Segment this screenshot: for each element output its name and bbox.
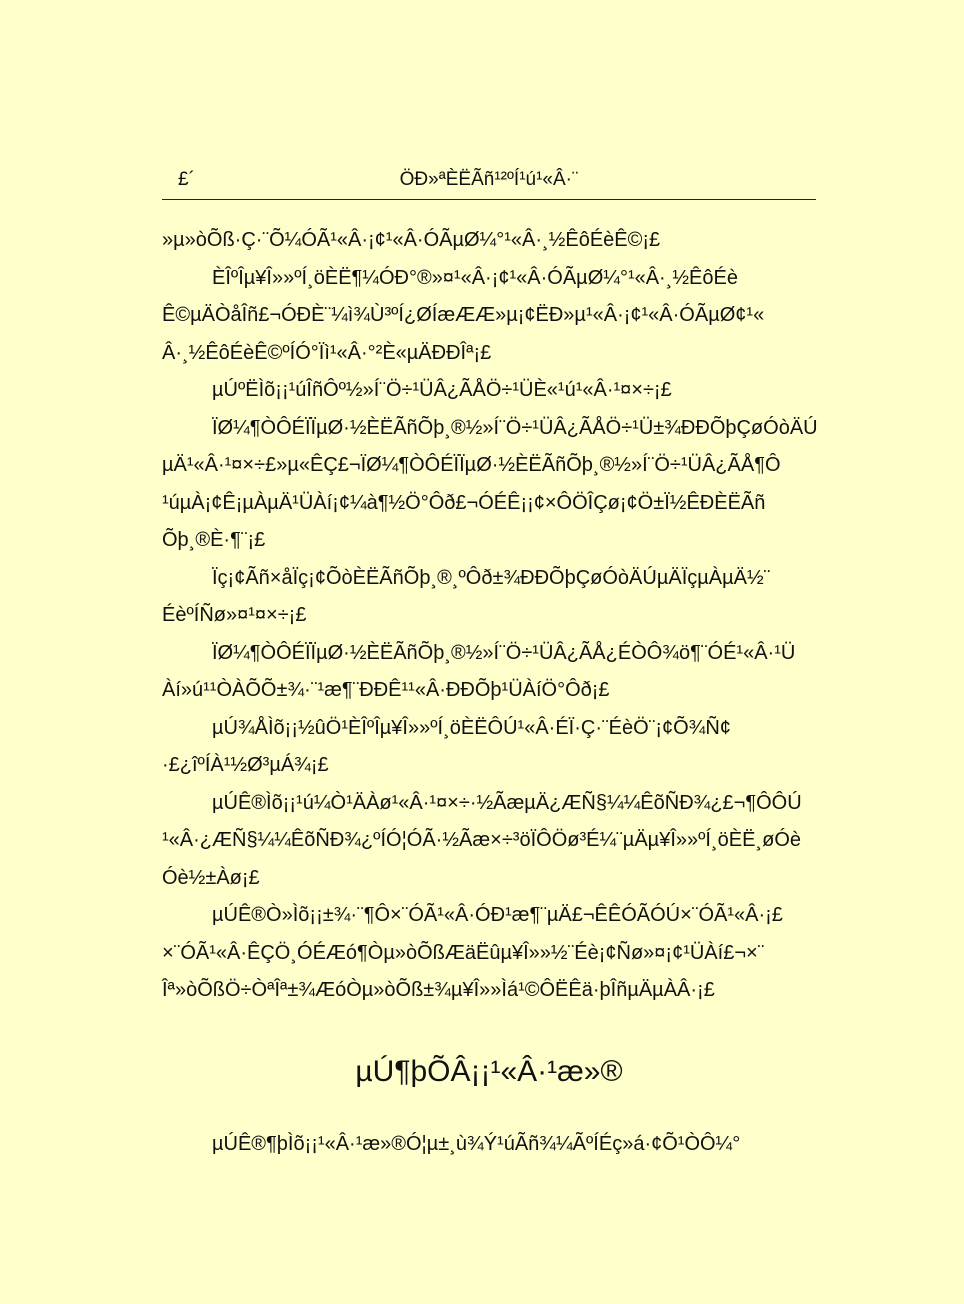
paragraph: ÈÎºÎµ¥Î»»ºÍ¸öÈË¶¼ÓÐ°®»¤¹«Â·¡¢¹«Â·ÓÃµØ¼°¹«Â·¸½ÊôÉè Ê©µÄÒåÎñ£¬ÓÐÈ¨¼ì¾Ù³ºÍ¿ØÍæÆÆ»µ¡¢ËÐ»µ¹«Â·¡¢¹«Â·ÓÃµØ¢¹« Â·¸½ÊôÉèÊ©ºÍÓ°Ïì¹«Â·°²È«µÄÐÐÎª¡£ [162,266,765,364]
paragraph: µÚÊ®Ìõ¡¡¹ú¼Ò¹ÄÀø¹«Â·¹¤×÷·½ÃæµÄ¿ÆÑ§¼¼ÊõÑÐ¾¿£¬¶ÔÔÚ ¹«Â·¿ÆÑ§¼¼ÊõÑÐ¾¿ºÍÓ¦ÓÃ·½Ãæ×÷³öÏÔÖø³É¼¨µÄµ¥Î»»ºÍ¸öÈË¸øÓè Óè½±Àø¡£ [162,791,802,889]
section-body [162,1126,822,1164]
paragraph: µÚºËÌõ¡¡¹úÎñÔº½»Í¨Ö÷¹ÜÂ¿ÃÅÖ÷¹ÜÈ«¹ú¹«Â·¹¤×÷¡£ [212,379,672,401]
running-header [162,166,816,194]
paragraph: µÚÊ®¶þÌõ¡¡¹«Â·¹æ»®Ó¦µ±¸ù¾Ý¹úÃñ¾¼ÃºÍÉç»á·¢Õ¹ÒÔ¼° [212,1133,741,1155]
paragraph-continuation: »µ»òÕß·Ç·¨Õ¼ÓÃ¹«Â·¡¢¹«Â·ÓÃµØ¼°¹«Â·¸½ÊôÉèÊ©¡£ [162,229,661,251]
paragraph: µÚ¾ÅÌõ¡¡½ûÖ¹ÈÎºÎµ¥Î»»ºÍ¸öÈËÔÚ¹«Â·ÉÏ·Ç·¨ÉèÖ¨¡¢Õ¾Ñ¢ ·£¿îºÍÀ¹½Ø³µÁ¾¡£ [162,716,731,776]
paragraph: µÚÊ®Ò»Ìõ¡¡±¾·¨¶Ô×¨ÓÃ¹«Â·ÓÐ¹æ¶¨µÄ£¬ÊÊÓÃÓÚ×¨ÓÃ¹«Â·¡£ ×¨ÓÃ¹«Â·ÊÇÖ¸ÓÉÆó¶Òµ»òÕßÆäËûµ¥Î»»½¨Éè¡¢Ñø»¤¡¢¹ÜÀí£¬×¨ Îª»òÕßÖ÷ÒªÎª±¾ÆóÒµ»òÕß±¾µ¥Î»»Ìá¹©ÔËÊä·þÎñµÄµÀÂ·¡£ [162,904,783,1001]
paragraph: ÏØ¼¶ÒÔÉÏÏµØ·½ÈËÃñÕþ¸®½»Í¨Ö÷¹ÜÂ¿ÃÅ¿ÉÒÔ¾ö¶¨ÓÉ¹«Â·¹Ü Àí»ú¹¹ÒÀÕÕ±¾·¨¹æ¶¨ÐÐÊ¹¹«Â·ÐÐÕþ¹ÜÀíÖ°Ôð¡£ [162,641,796,701]
body-text [162,222,822,1010]
running-title: ÖÐ»ªÈËÃñ¹²ºÍ¹ú¹«Â·¨ [399,169,579,190]
header-rule [162,199,816,200]
paragraph: Ïç¡¢Ãñ×åÏç¡¢ÕòÈËÃñÕþ¸®¸ºÔð±¾ÐÐÕþÇøÓòÄÚµÄÏçµÀµÄ½¨ ÉèºÍÑø»¤¹¤×÷¡£ [162,566,771,626]
paragraph: ÏØ¼¶ÒÔÉÏÏµØ·½ÈËÃñÕþ¸®½»Í¨Ö÷¹ÜÂ¿ÃÅÖ÷¹Ü±¾ÐÐÕþÇøÓòÄÚ µÄ¹«Â·¹¤×÷£»µ«ÊÇ£¬ÏØ¼¶ÒÔÉÏÏµØ·½ÈËÃñÕþ¸®½»Í¨Ö÷¹ÜÂ¿ÃÅ¶Ô ¹úµÀ¡¢Ê¡µÀµÄ¹ÜÀí¡¢¼à¶½Ö°Ôð£¬ÓÉÊ¡¡¢×ÔÖÎÇø¡¢Ö±Ï½ÊÐÈËÃñ Õþ¸®È·¶¨¡£ [162,416,818,551]
page-number: £´ [178,169,195,190]
section-heading: µÚ¶þÕÂ¡¡¹«Â·¹æ»® [355,1055,623,1088]
